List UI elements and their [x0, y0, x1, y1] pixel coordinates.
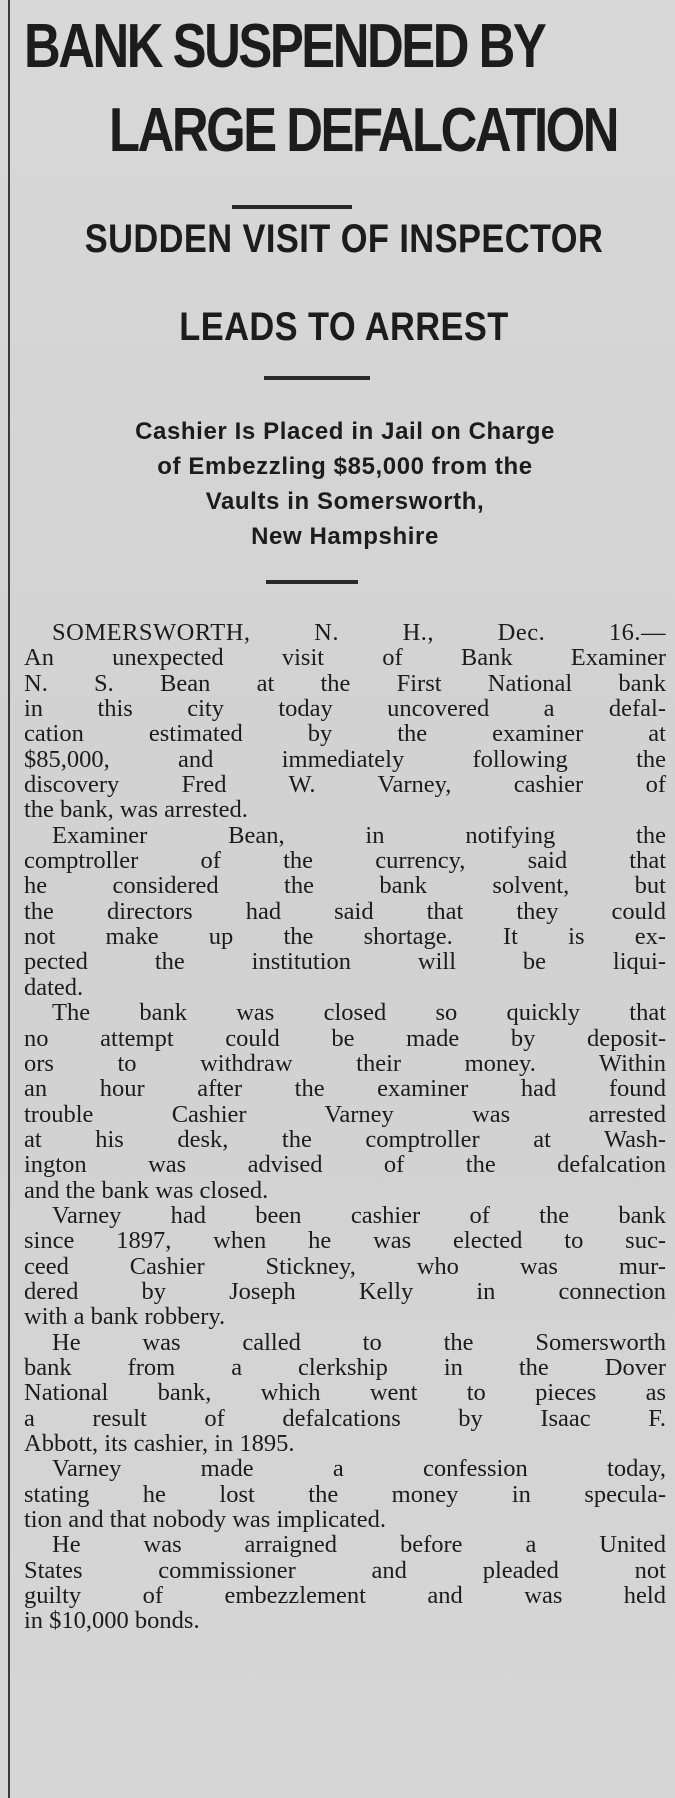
text-line: An unexpected visit of Bank Examiner [24, 644, 666, 672]
deck-line-3: Vaults in Somersworth, [205, 488, 485, 515]
text-line: not make up the shortage. It is ex- [24, 923, 666, 951]
paragraph-5 [24, 1330, 666, 1457]
text-line: The bank was closed so quickly that [52, 999, 666, 1027]
text-line: guilty of embezzlement and was held [24, 1582, 666, 1610]
dateline: SOMERSWORTH, N. H., Dec. 16.— [52, 619, 666, 646]
text-line: with a bank robbery. [24, 1303, 226, 1331]
text-line: in $10,000 bonds. [24, 1607, 200, 1635]
text-line: he considered the bank solvent, but [24, 872, 666, 900]
text-line: Examiner Bean, in notifying the [52, 821, 666, 849]
text-line: ors to withdraw their money. Within [24, 1049, 666, 1077]
text-line: cation estimated by the examiner at [24, 720, 666, 748]
text-line: at his desk, the comptroller at Wash- [24, 1125, 666, 1153]
paragraph-7 [24, 1532, 666, 1633]
headline-divider [232, 205, 352, 209]
text-line: an hour after the examiner had found [24, 1075, 666, 1103]
text-line: N. S. Bean at the First National bank [24, 669, 666, 697]
column-rule [8, 0, 10, 1798]
text-line: Varney had been cashier of the bank [52, 1201, 666, 1229]
text-line: no attempt could be made by deposit- [24, 1024, 666, 1052]
text-line: National bank, which went to pieces as [24, 1379, 666, 1407]
paragraph-1 [24, 620, 666, 823]
text-line: discovery Fred W. Varney, cashier of [24, 771, 666, 799]
text-line: Varney made a confession today, [52, 1455, 666, 1483]
text-line: ceed Cashier Stickney, who was mur- [24, 1252, 666, 1280]
text-line: since 1897, when he was elected to suc- [24, 1227, 666, 1255]
text-line: bank from a clerkship in the Dover [24, 1353, 666, 1381]
deck-line-2: of Embezzling $85,000 from the [157, 453, 533, 480]
text-line: comptroller of the currency, said that [24, 847, 666, 875]
text-line: Abbott, its cashier, in 1895. [24, 1430, 295, 1457]
deck-summary [24, 414, 666, 554]
deck-line-4: New Hampshire [251, 523, 439, 550]
headline-line-1: BANK SUSPENDED BY [24, 12, 545, 81]
subheadline-line-1: SUDDEN VISIT OF INSPECTOR [84, 217, 604, 261]
paragraph-2 [24, 823, 666, 1000]
text-line: a result of defalcations by Isaac F. [24, 1404, 666, 1432]
text-line: tion and that nobody was implicated. [24, 1506, 386, 1534]
paragraph-3 [24, 1000, 666, 1203]
text-line: $85,000, and immediately following the [24, 745, 666, 773]
text-line: and the bank was closed. [24, 1176, 269, 1204]
paragraph-4 [24, 1203, 666, 1330]
text-line: stating he lost the money in specula- [24, 1480, 666, 1508]
text-line: in this city today uncovered a defal- [24, 695, 666, 723]
text-line: the directors had said that they could [24, 897, 666, 925]
paragraph-6 [24, 1456, 666, 1532]
subheadline-line-2: LEADS TO ARREST [179, 305, 509, 349]
text-line: He was arraigned before a United [52, 1531, 666, 1559]
text-line: the bank, was arrested. [24, 796, 248, 824]
subheadline-divider [264, 376, 370, 380]
article-body [24, 620, 666, 1634]
deck-line-1: Cashier Is Placed in Jail on Charge [135, 418, 555, 445]
text-line: States commissioner and pleaded not [24, 1556, 666, 1584]
text-line: ington was advised of the defalcation [24, 1151, 666, 1179]
deck-divider [266, 580, 358, 584]
text-line: trouble Cashier Varney was arrested [24, 1100, 666, 1128]
text-line: He was called to the Somersworth [52, 1328, 666, 1356]
headline-line-2: LARGE DEFALCATION [109, 96, 617, 165]
text-line: dated. [24, 973, 84, 1001]
text-line: pected the institution will be liqui- [24, 948, 666, 976]
text-line: dered by Joseph Kelly in connection [24, 1277, 666, 1305]
